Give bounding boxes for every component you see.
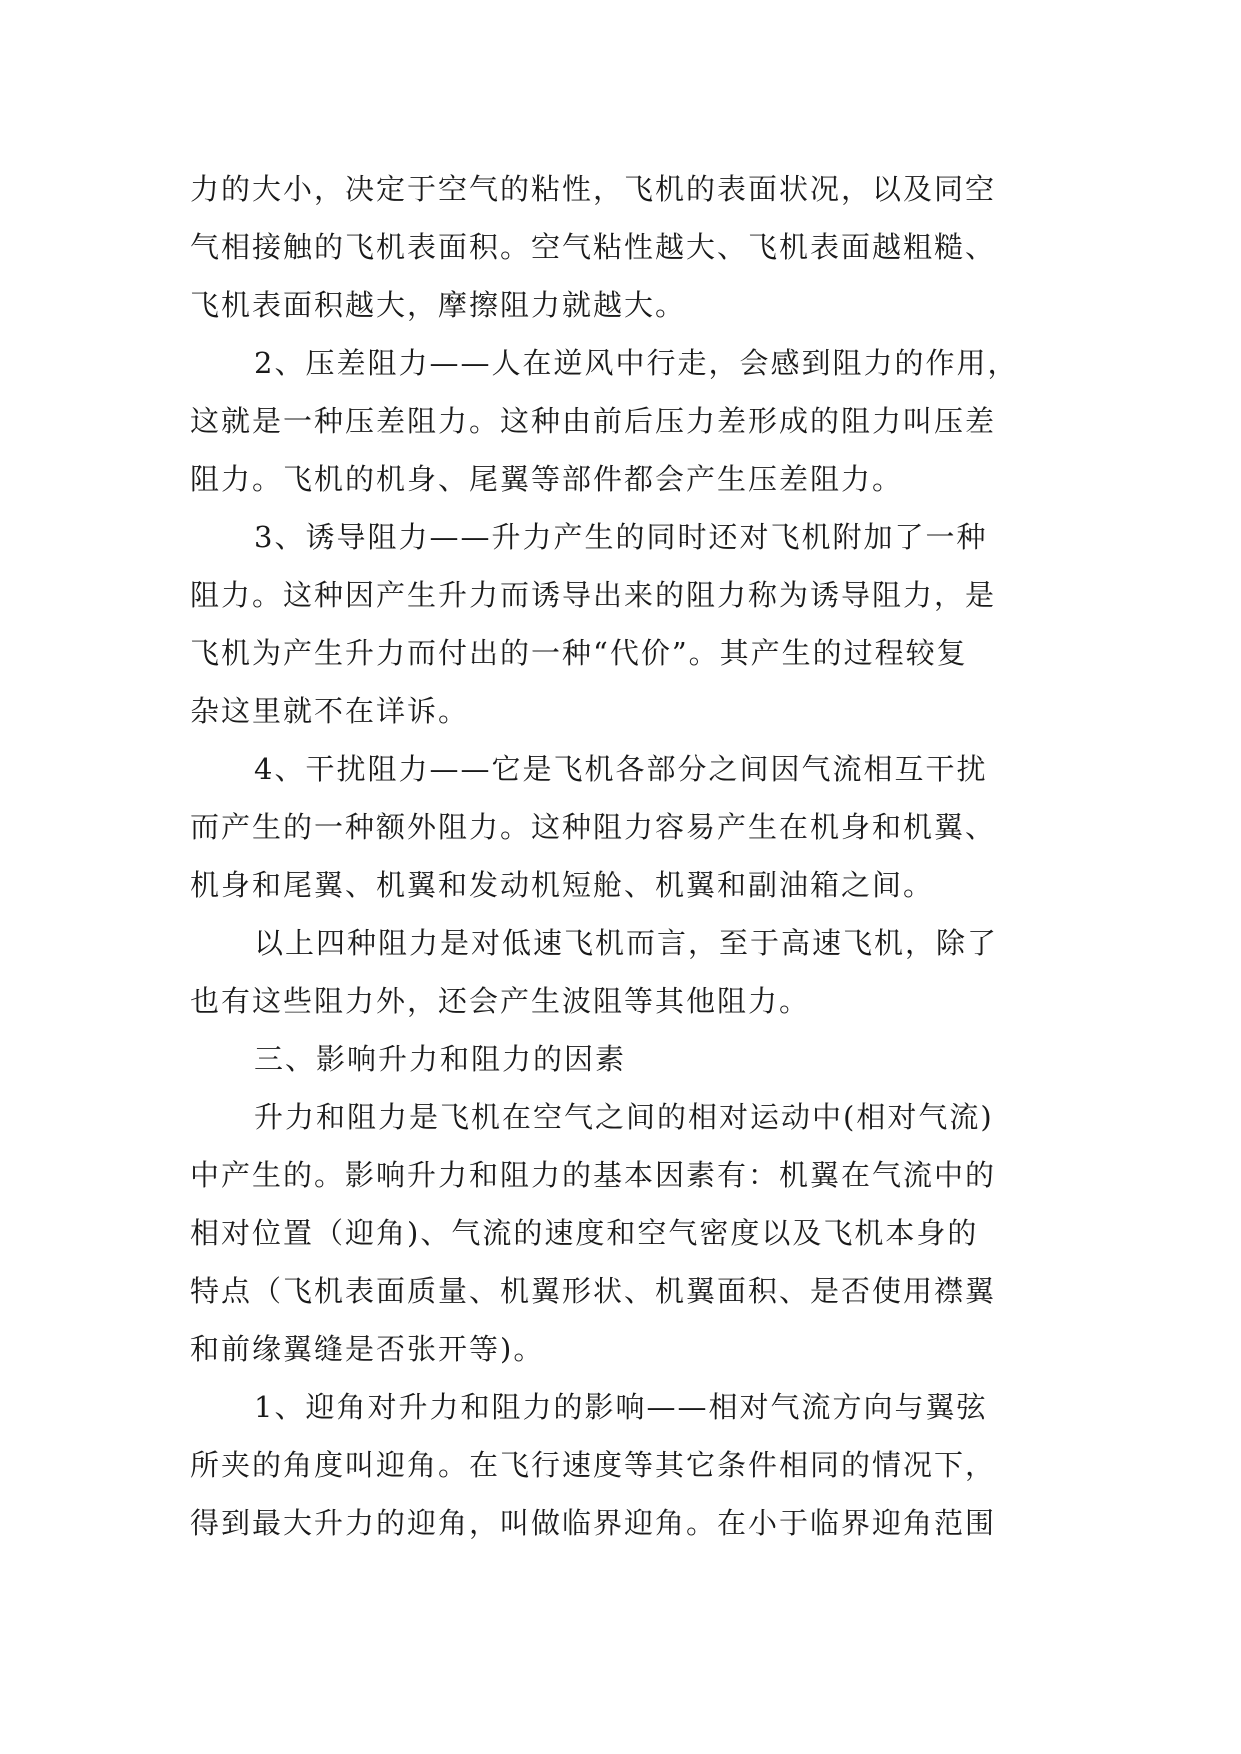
text-line: 3、诱导阻力——升力产生的同时还对飞机附加了一种 xyxy=(254,520,988,554)
text-line: 阻力。这种因产生升力而诱导出来的阻力称为诱导阻力，是 xyxy=(190,578,997,612)
text-line: 飞机表面积越大，摩擦阻力就越大。 xyxy=(190,288,687,322)
text-line: 和前缘翼缝是否张开等)。 xyxy=(190,1332,545,1366)
text-line: 4、干扰阻力——它是飞机各部分之间因气流相互干扰 xyxy=(254,752,988,786)
text-line: 升力和阻力是飞机在空气之间的相对运动中(相对气流) xyxy=(254,1100,994,1134)
text-line: 中产生的。影响升力和阻力的基本因素有：机翼在气流中的 xyxy=(190,1158,997,1192)
text-line: 飞机为产生升力而付出的一种“代价”。其产生的过程较复 xyxy=(190,636,968,670)
text-line: 机身和尾翼、机翼和发动机短舱、机翼和副油箱之间。 xyxy=(190,868,935,902)
text-line: 得到最大升力的迎角，叫做临界迎角。在小于临界迎角范围 xyxy=(190,1506,997,1540)
text-line: 所夹的角度叫迎角。在飞行速度等其它条件相同的情况下， xyxy=(190,1448,997,1482)
text-line: 三、影响升力和阻力的因素 xyxy=(254,1042,627,1076)
body-text xyxy=(190,160,1070,1552)
text-line: 以上四种阻力是对低速飞机而言，至于高速飞机，除了 xyxy=(254,926,999,960)
text-line: 这就是一种压差阻力。这种由前后压力差形成的阻力叫压差 xyxy=(190,404,997,438)
text-line: 相对位置（迎角)、气流的速度和空气密度以及飞机本身的 xyxy=(190,1216,979,1250)
text-line: 特点（飞机表面质量、机翼形状、机翼面积、是否使用襟翼 xyxy=(190,1274,997,1308)
text-line: 力的大小，决定于空气的粘性，飞机的表面状况，以及同空 xyxy=(190,172,997,206)
text-line: 阻力。飞机的机身、尾翼等部件都会产生压差阻力。 xyxy=(190,462,904,496)
text-line: 2、压差阻力——人在逆风中行走，会感到阻力的作用， xyxy=(254,346,1019,380)
text-line: 气相接触的飞机表面积。空气粘性越大、飞机表面越粗糙、 xyxy=(190,230,997,264)
text-line: 1、迎角对升力和阻力的影响——相对气流方向与翼弦 xyxy=(254,1390,988,1424)
text-line: 也有这些阻力外，还会产生波阻等其他阻力。 xyxy=(190,984,811,1018)
text-line: 杂这里就不在详诉。 xyxy=(190,694,470,728)
text-line: 而产生的一种额外阻力。这种阻力容易产生在机身和机翼、 xyxy=(190,810,997,844)
